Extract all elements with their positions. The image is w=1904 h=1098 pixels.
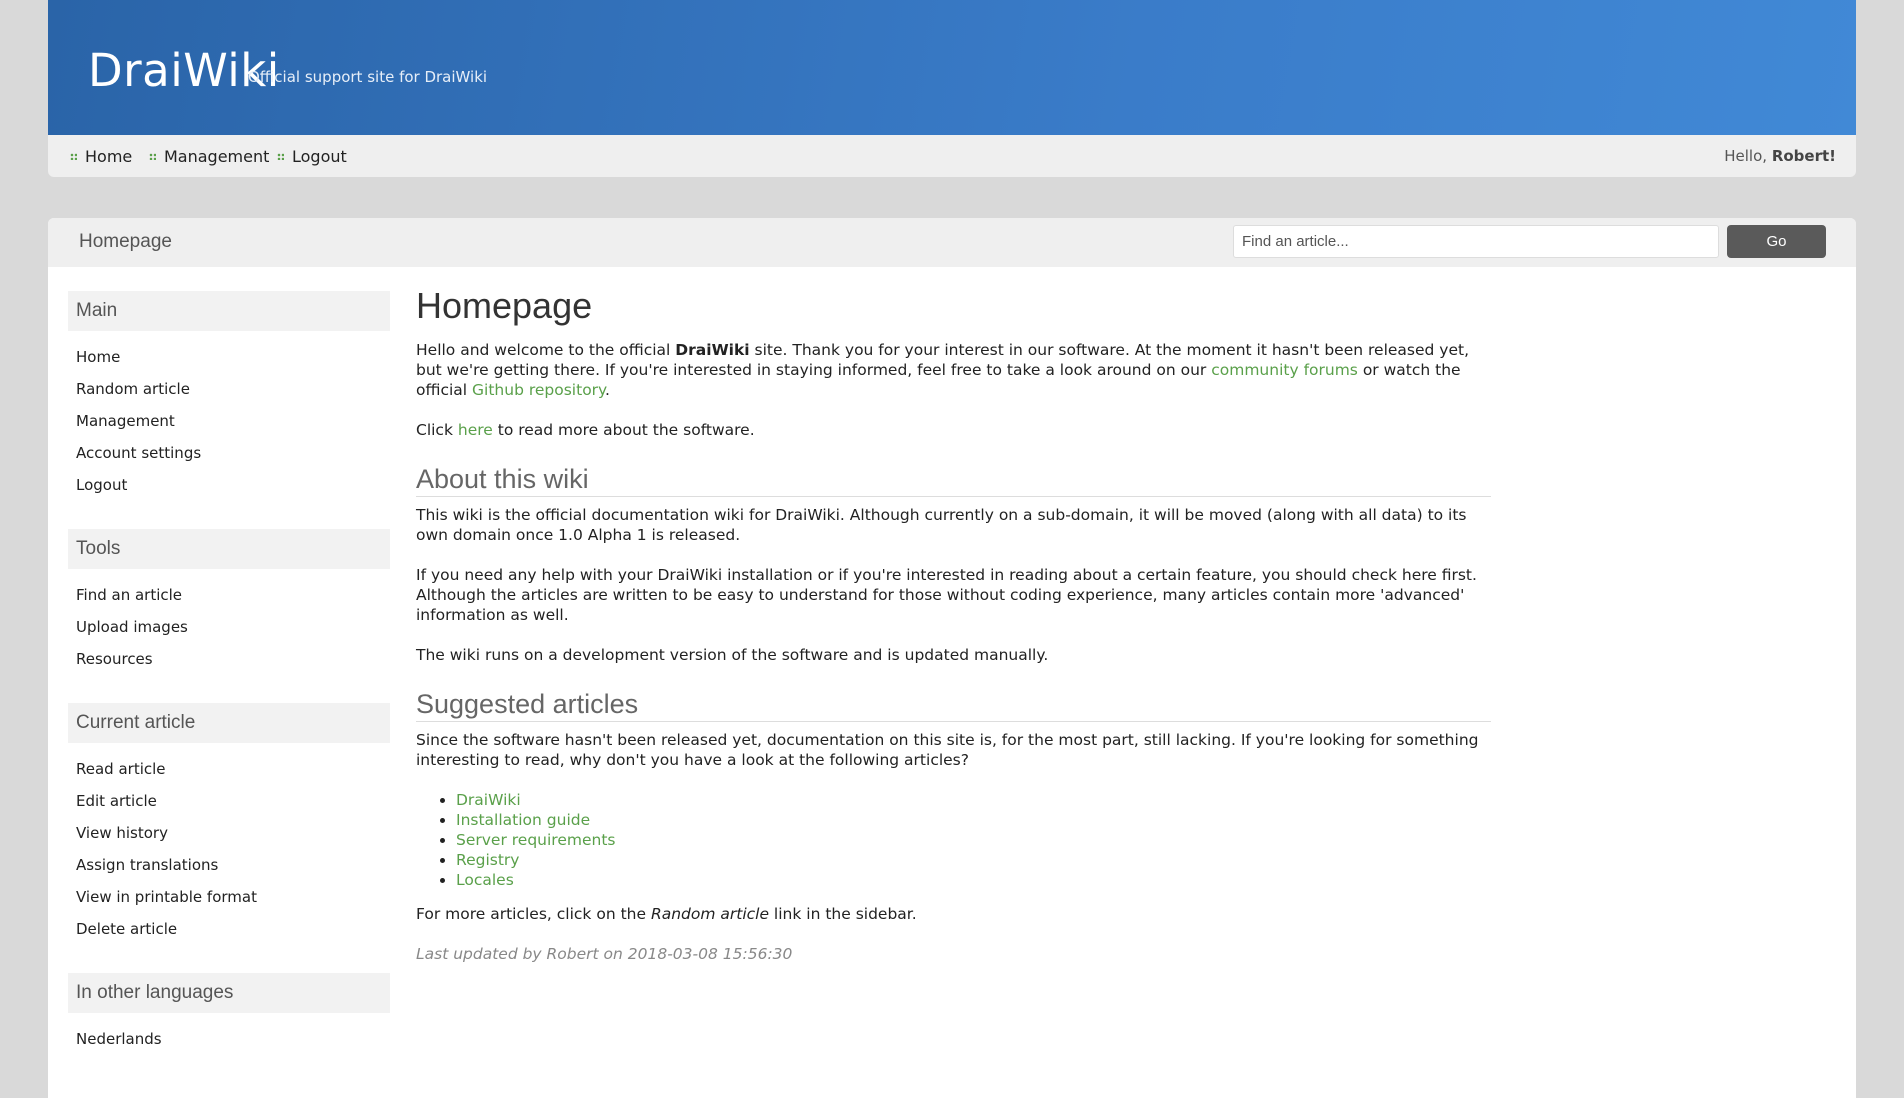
nav-logout-label: Logout — [292, 147, 347, 166]
click-text-2: to read more about the software. — [492, 421, 755, 439]
intro-text-2: site. Thank you for your interest in our software. At the moment it hasn't been released yet, but we're getting there. If you're interested in staying informed, feel free to take a look around on our — [416, 341, 1470, 379]
site-header — [48, 0, 1856, 135]
community-forums-link[interactable]: community forums — [1211, 361, 1358, 379]
greeting-prefix: Hello, — [1724, 147, 1772, 165]
nav-logout[interactable] — [277, 147, 347, 166]
search-go-button[interactable]: Go — [1727, 225, 1826, 258]
list-item — [456, 810, 1491, 830]
last-updated: Last updated by Robert on 2018-03-08 15:56:30 — [416, 945, 793, 963]
more-articles-paragraph — [416, 904, 1491, 924]
suggested-link-registry[interactable]: Registry — [456, 851, 520, 869]
nav-bullet-icon — [70, 153, 77, 160]
suggested-link-installation-guide[interactable]: Installation guide — [456, 811, 591, 829]
about-paragraph-3: The wiki runs on a development version of the software and is updated manually. — [416, 646, 1049, 664]
intro-paragraph — [416, 340, 1491, 400]
article-content — [416, 286, 1491, 984]
list-item — [456, 830, 1491, 850]
sidebar-item-assign-translations[interactable]: Assign translations — [76, 856, 219, 874]
sidebar-item-find-article[interactable]: Find an article — [76, 586, 183, 604]
sidebar-section-current-article — [68, 703, 390, 945]
intro-text-1: Hello and welcome to the official — [416, 341, 676, 359]
nav-bullet-icon — [149, 153, 156, 160]
nav-home[interactable] — [70, 147, 132, 166]
intro-text-3: or watch the official — [416, 361, 1461, 399]
suggested-link-server-requirements[interactable]: Server requirements — [456, 831, 616, 849]
page-bar — [48, 218, 1856, 267]
suggested-list — [416, 790, 1491, 890]
article-title: Homepage — [416, 285, 593, 326]
sidebar-item-account-settings[interactable]: Account settings — [76, 444, 202, 462]
top-nav — [48, 135, 1856, 177]
sidebar-heading: In other languages — [68, 973, 390, 1013]
list-item — [456, 850, 1491, 870]
suggested-link-locales[interactable]: Locales — [456, 871, 514, 889]
list-item — [456, 790, 1491, 810]
more-text-2: link in the sidebar. — [769, 905, 917, 923]
suggested-paragraph: Since the software hasn't been released yet, documentation on this site is, for the most part, still lacking. If you're looking for something interesting to read, why don't you have a look at the following articles? — [416, 731, 1479, 769]
sidebar-item-resources[interactable]: Resources — [76, 650, 153, 668]
content-card — [48, 218, 1856, 1098]
page-breadcrumb: Homepage — [79, 231, 172, 252]
sidebar-item-edit-article[interactable]: Edit article — [76, 792, 157, 810]
github-repository-link[interactable]: Github repository — [472, 381, 606, 399]
about-paragraph-1: This wiki is the official documentation wiki for DraiWiki. Although currently on a sub-domain, it will be moved (along with all data) to its own domain once 1.0 Alpha 1 is released. — [416, 506, 1467, 544]
sidebar-item-printable-format[interactable]: View in printable format — [76, 888, 257, 906]
click-text-1: Click — [416, 421, 458, 439]
about-paragraph-2: If you need any help with your DraiWiki installation or if you're interested in reading about a certain feature, you should check here first. Although the articles are written to be easy to understand for those without coding experience, many articles contain more 'advanced' information as well. — [416, 566, 1477, 624]
sidebar — [68, 291, 390, 1083]
sidebar-item-random-article[interactable]: Random article — [76, 380, 190, 398]
here-link[interactable]: here — [457, 421, 493, 439]
sidebar-heading: Main — [68, 291, 390, 331]
list-item — [456, 870, 1491, 890]
suggested-heading: Suggested articles — [416, 687, 1491, 722]
sidebar-item-delete-article[interactable]: Delete article — [76, 920, 178, 938]
sidebar-item-view-history[interactable]: View history — [76, 824, 168, 842]
sidebar-section-other-languages — [68, 973, 390, 1055]
suggested-link-draiwiki[interactable]: DraiWiki — [456, 791, 521, 809]
nav-management-label: Management — [164, 147, 270, 166]
sidebar-section-tools — [68, 529, 390, 675]
site-brand[interactable]: DraiWiki — [88, 44, 280, 97]
sidebar-heading: Tools — [68, 529, 390, 569]
about-heading: About this wiki — [416, 462, 1491, 497]
sidebar-item-read-article[interactable]: Read article — [76, 760, 166, 778]
sidebar-item-home[interactable]: Home — [76, 348, 121, 366]
click-paragraph — [416, 420, 1491, 440]
sidebar-item-upload-images[interactable]: Upload images — [76, 618, 188, 636]
sidebar-item-management[interactable]: Management — [76, 412, 175, 430]
username[interactable]: Robert! — [1771, 147, 1836, 165]
sidebar-section-main — [68, 291, 390, 501]
sidebar-item-language-nederlands[interactable]: Nederlands — [76, 1030, 162, 1048]
more-emphasis: Random article — [650, 905, 769, 923]
nav-home-label: Home — [85, 147, 133, 166]
nav-bullet-icon — [277, 153, 284, 160]
search-input[interactable] — [1233, 225, 1719, 258]
intro-text-4: . — [605, 381, 610, 399]
user-greeting — [1724, 147, 1836, 165]
sidebar-heading: Current article — [68, 703, 390, 743]
intro-bold: DraiWiki — [675, 341, 750, 359]
sidebar-item-logout[interactable]: Logout — [76, 476, 128, 494]
site-tagline: Official support site for DraiWiki — [248, 68, 488, 86]
more-text-1: For more articles, click on the — [416, 905, 651, 923]
nav-management[interactable] — [149, 147, 269, 166]
